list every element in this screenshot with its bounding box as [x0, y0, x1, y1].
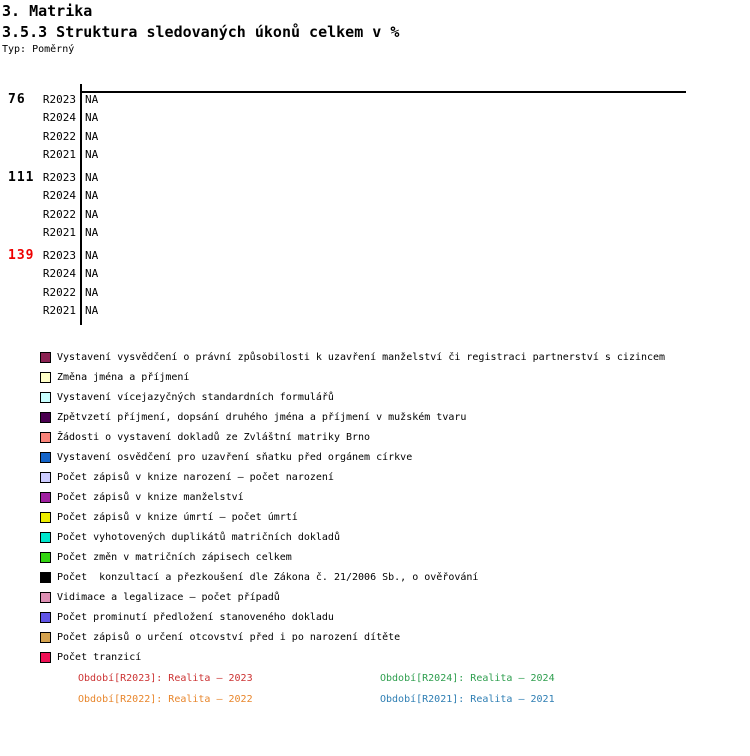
period-footnote-r2023: Období[R2023]: Realita – 2023 — [78, 673, 253, 684]
legend-swatch-icon — [40, 552, 51, 563]
period-tick-label: R2022 — [42, 207, 76, 221]
legend-item — [40, 387, 665, 407]
period-tick-label: R2023 — [42, 93, 76, 106]
category-group-139 — [0, 247, 320, 320]
legend-label: Počet zápisů o určení otcovství před i po narození dítěte — [57, 631, 401, 643]
value-label: NA — [85, 267, 99, 281]
data-row — [0, 247, 320, 265]
period-tick-label: R2024 — [42, 189, 76, 203]
legend-swatch-icon — [40, 512, 51, 523]
legend-swatch-icon — [40, 592, 51, 603]
period-tick-label: R2022 — [42, 129, 76, 143]
data-row — [0, 91, 320, 109]
category-group-111 — [0, 169, 320, 242]
legend-item — [40, 487, 665, 507]
legend-label: Počet prominutí předložení stanoveného dokladu — [57, 611, 334, 623]
group-label: 139 — [8, 247, 35, 263]
legend-item — [40, 367, 665, 387]
value-label: NA — [85, 248, 99, 262]
legend-item — [40, 447, 665, 467]
value-label: NA — [85, 303, 99, 317]
legend-label: Změna jména a příjmení — [57, 371, 190, 383]
legend-label: Vystavení osvědčení pro uzavření sňatku před orgánem církve — [57, 451, 413, 463]
legend-swatch-icon — [40, 412, 51, 423]
legend-item — [40, 627, 665, 647]
legend — [40, 347, 665, 667]
legend-label: Vystavení vícejazyčných standardních formulářů — [57, 391, 334, 403]
value-label: NA — [85, 170, 99, 184]
category-group-76 — [0, 91, 320, 164]
data-row — [0, 284, 320, 302]
legend-item — [40, 427, 665, 447]
period-tick-label: R2023 — [42, 248, 76, 262]
chart-type-label: Typ: Poměrný — [2, 44, 75, 55]
value-label: NA — [85, 111, 99, 125]
legend-label: Počet tranzicí — [57, 651, 142, 663]
period-footnote-r2021: Období[R2021]: Realita – 2021 — [380, 694, 555, 705]
legend-item — [40, 507, 665, 527]
legend-swatch-icon — [40, 572, 51, 583]
data-row — [0, 128, 320, 146]
data-row — [0, 302, 320, 320]
period-tick-label: R2022 — [42, 285, 76, 299]
legend-swatch-icon — [40, 432, 51, 443]
legend-label: Vystavení vysvědčení o právní způsobilosti k uzavření manželství či registraci partnerství s cizincem — [57, 351, 666, 363]
data-row — [0, 206, 320, 224]
period-footnote-r2022: Období[R2022]: Realita – 2022 — [78, 694, 253, 705]
chart-title: 3.5.3 Struktura sledovaných úkonů celkem v % — [2, 23, 400, 41]
legend-label: Počet zápisů v knize manželství — [57, 491, 244, 503]
legend-item — [40, 467, 665, 487]
value-label: NA — [85, 93, 99, 106]
legend-label: Počet zápisů v knize narození – počet narození — [57, 471, 334, 483]
legend-label: Zpětvzetí příjmení, dopsání druhého jména a příjmení v mužském tvaru — [57, 411, 467, 423]
value-label: NA — [85, 285, 99, 299]
group-label: 111 — [8, 169, 35, 185]
legend-swatch-icon — [40, 612, 51, 623]
legend-item — [40, 407, 665, 427]
value-label: NA — [85, 147, 99, 161]
period-footnote-r2024: Období[R2024]: Realita – 2024 — [380, 673, 555, 684]
data-row — [0, 224, 320, 242]
legend-swatch-icon — [40, 632, 51, 643]
period-tick-label: R2021 — [42, 147, 76, 161]
legend-swatch-icon — [40, 352, 51, 363]
legend-item — [40, 567, 665, 587]
period-tick-label: R2021 — [42, 303, 76, 317]
legend-swatch-icon — [40, 452, 51, 463]
page-title: 3. Matrika — [2, 2, 93, 20]
data-row — [0, 109, 320, 127]
value-label: NA — [85, 207, 99, 221]
data-row — [0, 169, 320, 187]
value-label: NA — [85, 129, 99, 143]
legend-item — [40, 347, 665, 367]
legend-swatch-icon — [40, 532, 51, 543]
data-row — [0, 146, 320, 164]
legend-label: Počet změn v matričních zápisech celkem — [57, 551, 292, 563]
legend-item — [40, 527, 665, 547]
period-tick-label: R2021 — [42, 225, 76, 239]
legend-label: Počet zápisů v knize úmrtí – počet úmrtí — [57, 511, 298, 523]
legend-swatch-icon — [40, 652, 51, 663]
legend-label: Vidimace a legalizace – počet případů — [57, 591, 280, 603]
period-tick-label: R2023 — [42, 170, 76, 184]
group-label: 76 — [8, 92, 26, 107]
legend-item — [40, 607, 665, 627]
legend-item — [40, 547, 665, 567]
data-row — [0, 265, 320, 283]
legend-swatch-icon — [40, 372, 51, 383]
period-tick-label: R2024 — [42, 267, 76, 281]
value-label: NA — [85, 225, 99, 239]
value-label: NA — [85, 189, 99, 203]
legend-swatch-icon — [40, 392, 51, 403]
legend-label: Žádosti o vystavení dokladů ze Zvláštní matriky Brno — [57, 431, 371, 443]
legend-label: Počet konzultací a přezkoušení dle Zákona č. 21/2006 Sb., o ověřování — [57, 571, 479, 583]
legend-item — [40, 587, 665, 607]
legend-swatch-icon — [40, 472, 51, 483]
data-row — [0, 187, 320, 205]
legend-label: Počet vyhotovených duplikátů matričních dokladů — [57, 531, 340, 543]
period-tick-label: R2024 — [42, 111, 76, 125]
legend-swatch-icon — [40, 492, 51, 503]
axis-rows — [0, 91, 320, 325]
legend-item — [40, 647, 665, 667]
